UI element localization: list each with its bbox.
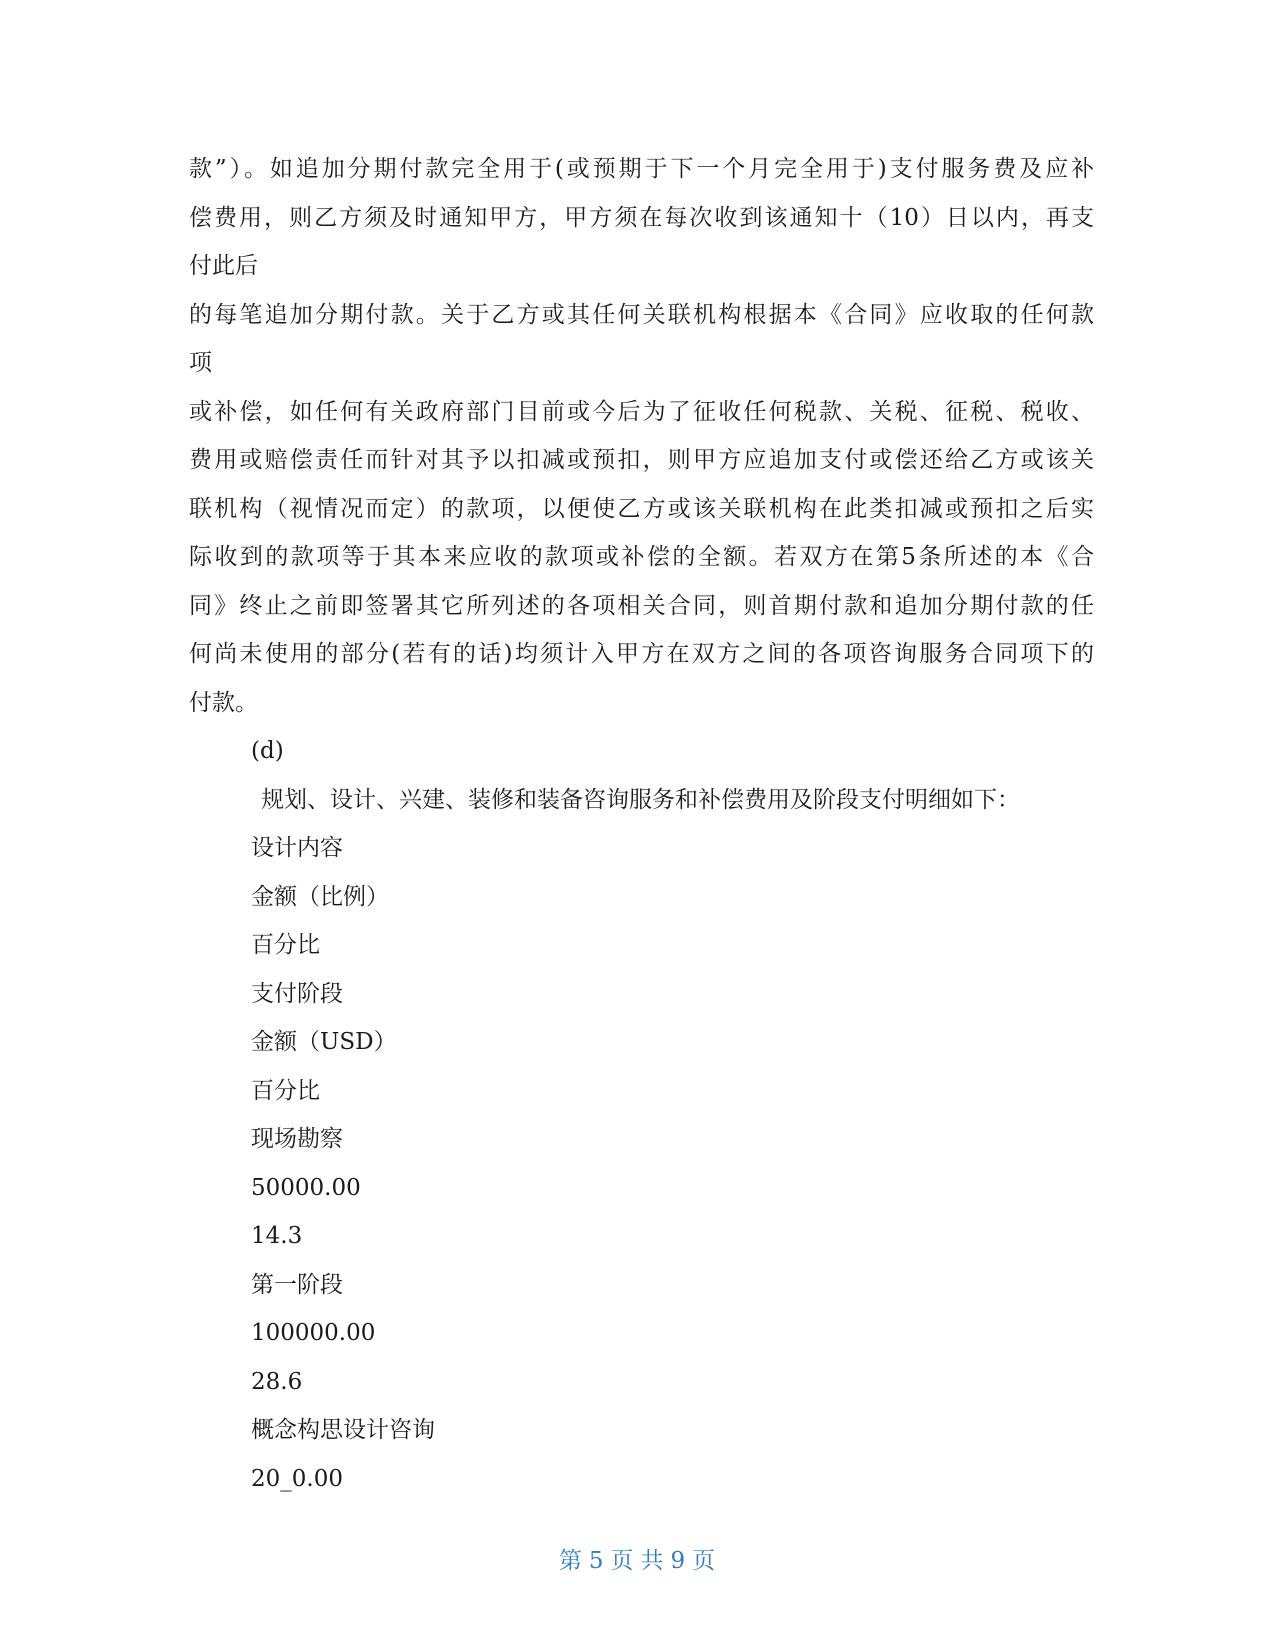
list-item: 设计内容 [251, 835, 343, 861]
list-item: 28.6 [251, 1368, 303, 1395]
page-footer [0, 1542, 1275, 1575]
list-item: 14.3 [251, 1223, 303, 1249]
paragraph-line: 偿费用，则乙方须及时通知甲方，甲方须在每次收到该通知十（10）日以内，再支 [189, 204, 1094, 231]
paragraph-line: 费用或赔偿责任而针对其予以扣减或预扣，则甲方应追加支付或偿还给乙方或该关 [189, 447, 1094, 473]
list-item: 概念构思设计咨询 [251, 1417, 435, 1443]
list-item: 20_0.00 [251, 1465, 343, 1492]
footer-prefix: 第 [558, 1548, 583, 1574]
list-item: 百分比 [251, 932, 320, 958]
list-item: 第一阶段 [251, 1271, 343, 1298]
list-item: 金额（比例） [251, 883, 389, 910]
paragraph-line: 或补偿，如任何有关政府部门目前或今后为了征收任何税款、关税、征税、税收、 [189, 398, 1094, 425]
list-item: 百分比 [251, 1077, 320, 1104]
paragraph-line: 款”）。如追加分期付款完全用于(或预期于下一个月完全用于)支付服务费及应补 [189, 156, 1094, 182]
paragraph-line: 联机构（视情况而定）的款项，以便使乙方或该关联机构在此类扣减或预扣之后实 [189, 495, 1094, 522]
clause-heading: 规划、设计、兴建、装修和装备咨询服务和补偿费用及阶段支付明细如下： [261, 786, 1020, 813]
paragraph-line: 付此后 [189, 253, 258, 279]
list-item: 现场勘察 [251, 1126, 343, 1152]
paragraph-line: 何尚未使用的部分(若有的话)均须计入甲方在双方之间的各项咨询服务合同项下的 [189, 641, 1094, 667]
paragraph-line: 同》终止之前即签署其它所列述的各项相关合同，则首期付款和追加分期付款的任 [189, 592, 1094, 619]
footer-suffix: 页 [692, 1548, 717, 1574]
current-page-number: 5 [588, 1548, 605, 1574]
list-item: 100000.00 [251, 1320, 376, 1346]
document-body [189, 145, 1094, 1503]
paragraph-line: 的每笔追加分期付款。关于乙方或其任何关联机构根据本《合同》应收取的任何款 [189, 301, 1094, 328]
list-item: 50000.00 [251, 1174, 361, 1201]
clause-label: (d) [251, 738, 284, 764]
footer-total-label: 共 [640, 1548, 665, 1574]
list-item: 支付阶段 [251, 980, 343, 1007]
paragraph-line: 付款。 [189, 689, 258, 716]
list-item: 金额（USD） [251, 1029, 397, 1055]
total-pages-number: 9 [670, 1548, 687, 1574]
footer-page-label: 页 [610, 1548, 635, 1574]
paragraph-line: 项 [189, 350, 212, 376]
paragraph-line: 际收到的款项等于其本来应收的款项或补偿的全额。若双方在第5条所述的本《合 [189, 544, 1094, 570]
